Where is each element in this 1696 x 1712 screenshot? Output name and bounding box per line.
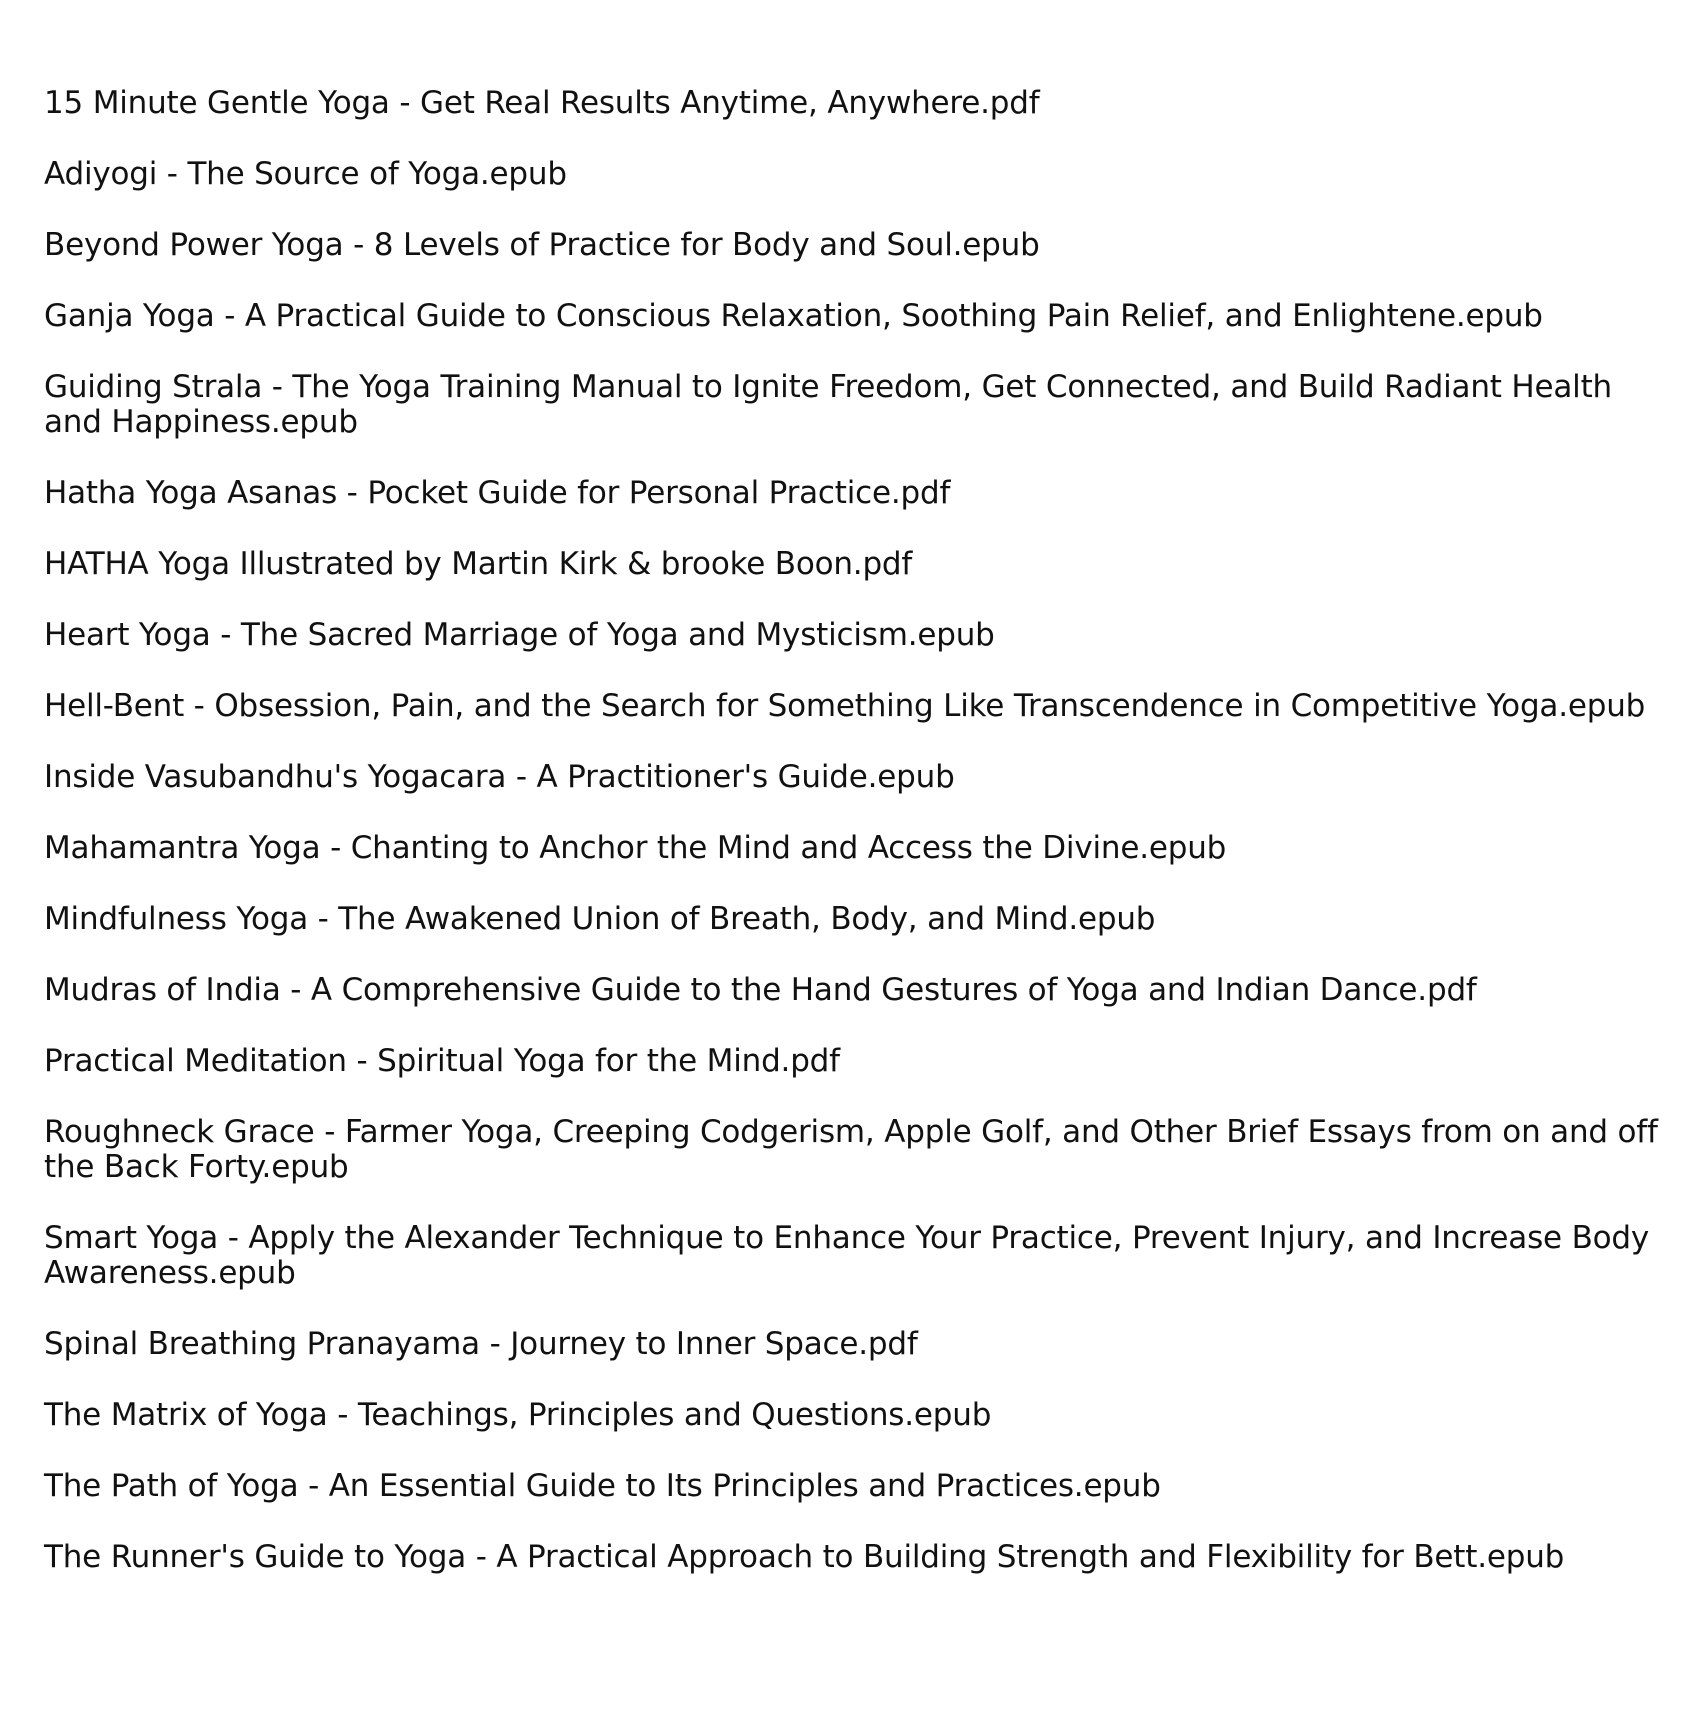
file-item: Hatha Yoga Asanas - Pocket Guide for Personal Practice.pdf xyxy=(44,475,951,511)
file-item: The Matrix of Yoga - Teachings, Principles and Questions.epub xyxy=(44,1397,992,1433)
file-item: Mindfulness Yoga - The Awakened Union of Breath, Body, and Mind.epub xyxy=(44,901,1156,937)
file-item: 15 Minute Gentle Yoga - Get Real Results Anytime, Anywhere.pdf xyxy=(44,85,1040,121)
file-item: Guiding Strala - The Yoga Training Manual to Ignite Freedom, Get Connected, and Build Radiant Health and Happiness.epub xyxy=(44,369,1612,440)
file-item: The Path of Yoga - An Essential Guide to Its Principles and Practices.epub xyxy=(44,1468,1161,1504)
file-item: Practical Meditation - Spiritual Yoga for the Mind.pdf xyxy=(44,1043,840,1079)
file-item: Ganja Yoga - A Practical Guide to Conscious Relaxation, Soothing Pain Relief, and Enlightene.epub xyxy=(44,298,1543,334)
file-item: Roughneck Grace - Farmer Yoga, Creeping Codgerism, Apple Golf, and Other Brief Essays from on and off the Back Forty.epub xyxy=(44,1114,1658,1185)
file-item: Adiyogi - The Source of Yoga.epub xyxy=(44,156,567,192)
file-item: The Runner's Guide to Yoga - A Practical Approach to Building Strength and Flexibility for Bett.epub xyxy=(44,1539,1565,1575)
file-item: Heart Yoga - The Sacred Marriage of Yoga and Mysticism.epub xyxy=(44,617,995,653)
file-item: Hell-Bent - Obsession, Pain, and the Search for Something Like Transcendence in Competitive Yoga.epub xyxy=(44,688,1646,724)
file-item: Mahamantra Yoga - Chanting to Anchor the Mind and Access the Divine.epub xyxy=(44,830,1227,866)
file-item: Beyond Power Yoga - 8 Levels of Practice for Body and Soul.epub xyxy=(44,227,1040,263)
file-item: Spinal Breathing Pranayama - Journey to Inner Space.pdf xyxy=(44,1326,918,1362)
file-item: Mudras of India - A Comprehensive Guide to the Hand Gestures of Yoga and Indian Dance.pdf xyxy=(44,972,1477,1008)
file-list xyxy=(44,86,1664,1611)
file-item: Inside Vasubandhu's Yogacara - A Practitioner's Guide.epub xyxy=(44,759,955,795)
file-item: HATHA Yoga Illustrated by Martin Kirk & brooke Boon.pdf xyxy=(44,546,913,582)
file-item: Smart Yoga - Apply the Alexander Technique to Enhance Your Practice, Prevent Injury, and Increase Body Awareness.epub xyxy=(44,1220,1650,1291)
